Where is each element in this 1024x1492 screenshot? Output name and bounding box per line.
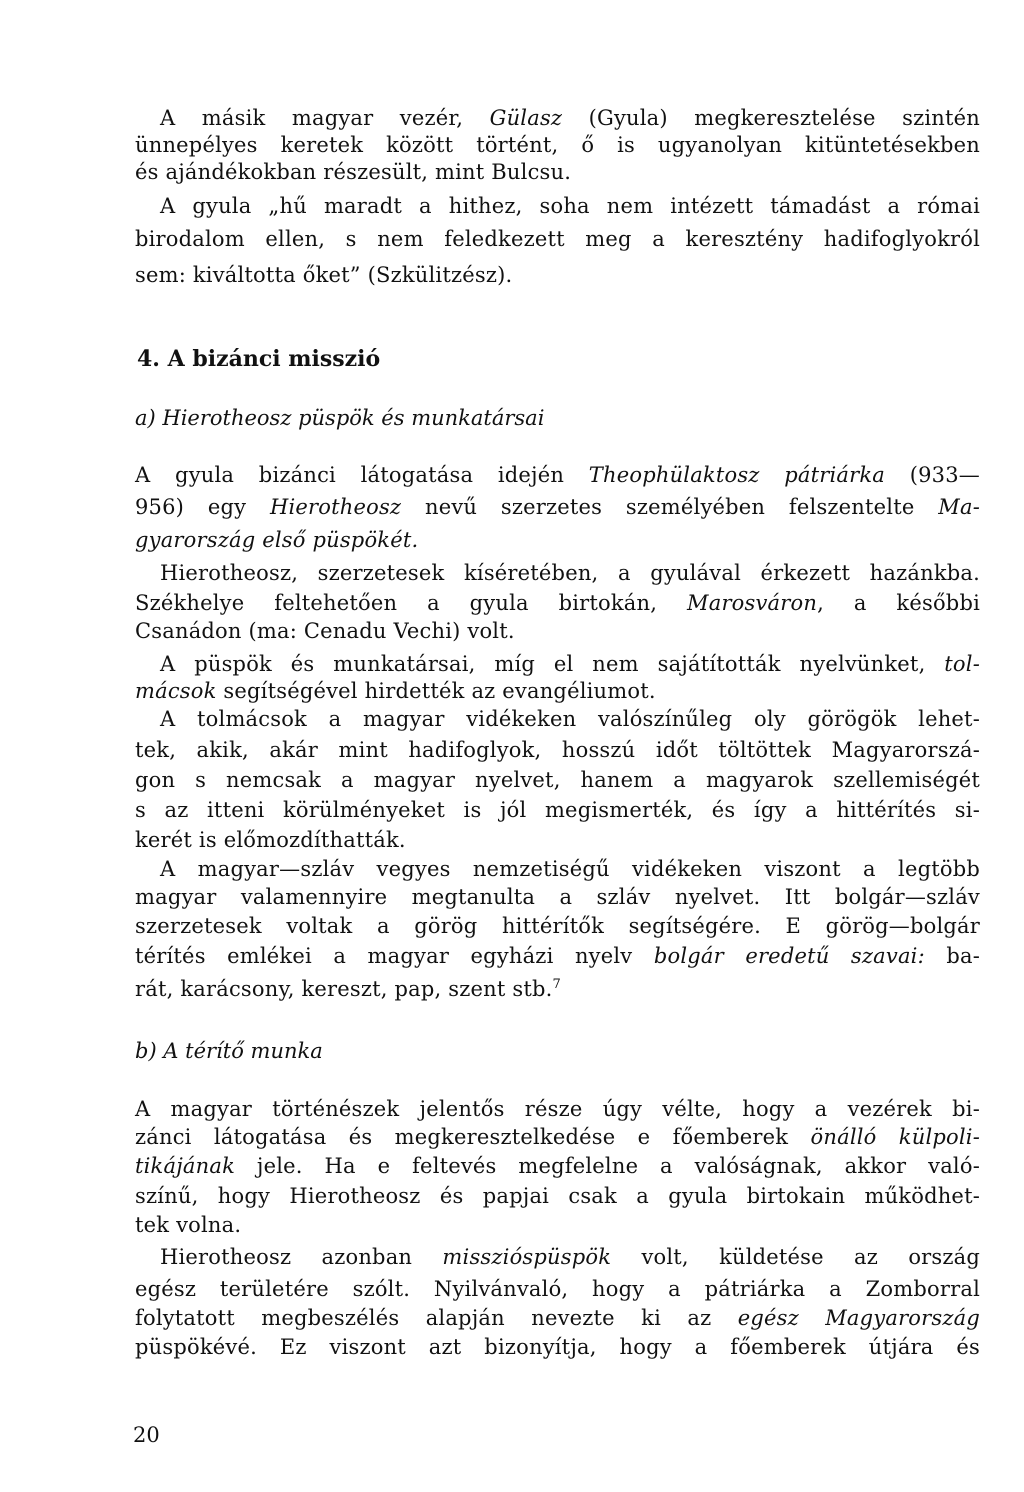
text-line: gon s nemcsak a magyar nyelvet, hanem a magyarok szellemiségét <box>135 768 980 792</box>
text-line: és ajándékokban részesült, mint Bulcsu. <box>135 160 572 184</box>
text-line: A püspök és munkatársai, míg el nem sajátították nyelvünket, tol- <box>160 652 980 676</box>
text-line: mácsok segítségével hirdették az evangéliumot. <box>135 679 656 703</box>
text-line: s az itteni körülményeket is jól megismerték, és így a hittérítés si- <box>135 798 980 822</box>
text-line: tikájának jele. Ha e feltevés megfelelne a valóságnak, akkor való- <box>135 1154 980 1178</box>
text-line: A tolmácsok a magyar vidékeken valószínűleg oly görögök lehet- <box>160 707 980 731</box>
text-line: sem: kiváltotta őket” (Szkülitzész). <box>135 263 513 287</box>
text-line: tek, akik, akár mint hadifoglyok, hosszú időt töltöttek Magyarorszá- <box>135 738 980 762</box>
text-line: rát, karácsony, kereszt, pap, szent stb.$^7$ <box>135 977 562 1001</box>
subheading: b) A térítő munka <box>135 1039 323 1063</box>
text-line: A másik magyar vezér, Gülasz (Gyula) megkeresztelése szintén <box>160 106 980 130</box>
text-line: Hierotheosz azonban misszióspüspök volt, küldetése az ország <box>160 1245 981 1269</box>
footnote-marker: 7 <box>552 977 562 992</box>
text-line: A magyar történészek jelentős része úgy vélte, hogy a vezérek bi- <box>135 1097 980 1121</box>
text-line: egész területére szólt. Nyilvánvaló, hogy a pátriárka a Zomborral <box>135 1277 980 1301</box>
text-line: folytatott megbeszélés alapján nevezte ki az egész Magyarország <box>135 1306 980 1330</box>
text-line: püspökévé. Ez viszont azt bizonyítja, hogy a főemberek útjára és <box>135 1335 980 1359</box>
text-line: térítés emlékei a magyar egyházi nyelv bolgár eredetű szavai: ba- <box>135 944 980 968</box>
text-line: Hierotheosz, szerzetesek kíséretében, a gyulával érkezett hazánkba. <box>160 561 980 585</box>
text-line: Csanádon (ma: Cenadu Vechi) volt. <box>135 619 515 643</box>
text-line: A gyula „hű maradt a hithez, soha nem intézett támadást a római <box>160 194 980 218</box>
text-line: A magyar—szláv vegyes nemzetiségű vidékeken viszont a legtöbb <box>160 857 980 881</box>
text-line: tek volna. <box>135 1213 242 1237</box>
text-line: A gyula bizánci látogatása idején Theophülaktosz pátriárka (933— <box>135 463 980 487</box>
text-line: magyar valamennyire megtanulta a szláv nyelvet. Itt bolgár—szláv <box>135 885 980 909</box>
text-line: 956) egy Hierotheosz nevű szerzetes személyében felszentelte Ma- <box>135 495 980 519</box>
text-line: birodalom ellen, s nem feledkezett meg a keresztény hadifoglyokról <box>135 227 980 251</box>
section-heading: 4. A bizánci misszió <box>137 346 381 372</box>
text-line: színű, hogy Hierotheosz és papjai csak a gyula birtokain működhet- <box>135 1184 980 1208</box>
subheading: a) Hierotheosz püspök és munkatársai <box>135 406 545 430</box>
text-line: gyarország első püspökét. <box>135 528 419 552</box>
text-line: ünnepélyes keretek között történt, ő is ugyanolyan kitüntetésekben <box>135 133 980 157</box>
text-line: kerét is előmozdíthatták. <box>135 828 406 852</box>
text-line: Székhelye feltehetően a gyula birtokán, Marosváron, a későbbi <box>135 591 981 615</box>
text-line: zánci látogatása és megkeresztelkedése e főemberek önálló külpoli- <box>135 1125 980 1149</box>
text-line: szerzetesek voltak a görög hittérítők segítségére. E görög—bolgár <box>135 914 980 938</box>
page-number: 20 <box>133 1423 160 1447</box>
